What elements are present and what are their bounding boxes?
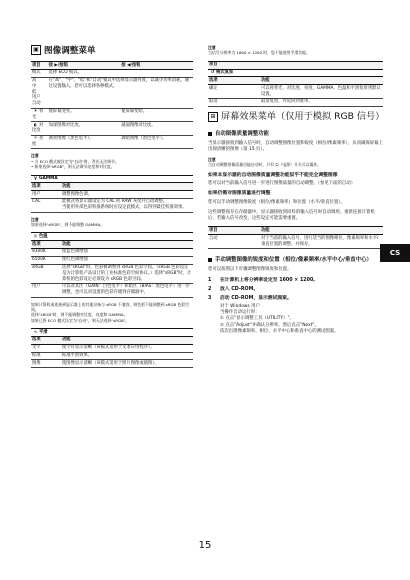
smooth-icon: ∿ [33, 329, 38, 335]
table-row: 高 中 低 用户 自动 在"高"、"中"、"低"和"自动"模式中选择显示器亮度，以减少功率消耗。通过设置输入，您可以选择各种模式。 [31, 77, 193, 108]
gamma-table: γ GAMMA 选项 功能 用户 调整图像色调。 CAL 此模式将显示器设定为 CAL 的 RAW 灰度并自动调整。 当使用外部色彩校准系统时应设定此模式，以得到最佳校准效果。 [31, 175, 193, 213]
col-header-item: 项目 [31, 62, 48, 70]
manual-heading: 手动调整图像的锐度和位置（相位/像素频率/水平中心/垂直中心） [208, 257, 383, 264]
language-tab: CS [380, 244, 410, 262]
right-column: 注意 当信号分辨率为 1600 × 1200 时，您不能使用平滑功能。 项目 ↺ 模式复原 选项 功能 确定 可以将背光、对比度、亮度、GAMMA、色温和平滑复原到默认设置。 取消 取消复原，并返回到菜单。 ⊞ 屏幕效果菜单（仅用于模拟 RGB 信号） 自动图像质量调整功能 当显示器接收到输入信号时，自动调整图像位置和锐度（相位/像素频率），从而确保屏幕上出现清晰的图像（第 15 页）。 注意 当自动调整图像质量功能启动时，只有 ⏻（电源）开关可以操作。 如果本显示器的自动图像质量调整功能似乎不能完全调整图像 您可以对当前输入信号进一步进行图像质量的自动调整。（参见下面的自动） 如果仍需对图像质量进行调整 您可以手动调整图像锐度（相位/像素频率）和位置（水平/垂直位置）。 这些调整保存在存储器中，显示器接收到同样的输入信号时自动调用。重新连接计算机后，若输入信号改变，这些设定可能需要重置。 项目 功能 自动 对于当前的输入信号，进行适当的图像相位、像素频率和水平/垂直位置的调整，并保存。 手动调整图像的锐度和位置（相位/像素频率/水平中心/垂直中心） 您可以按照以下步骤调整图像锐度和位置。 1 在计算机上将分辨率设定至 1600 × 1200。 2 放入 CD-ROM。 3 启动 CD-ROM，显示测试图案。 对于 Windows 用户 当操作自动运行时： ① 点击"显示调整工具（UTILITY）"。 ② 点击"Adjust"并确认分辨率，然后点击"Next"。 依次出现像素频率、相位、水平中心和垂直中心的测试图案。 [208, 45, 385, 334]
auto-bold-para2: 如果仍需对图像质量进行调整 [208, 191, 271, 197]
bullet-square-icon [208, 258, 212, 262]
note-a: 注意 • 当 ECO 模式被设定为"自动"时，背光无法调节。 • 如果选择"sRGB"，则无法调节亮度和对比度。 [31, 153, 119, 170]
table-row: 用户 可以对其区（GAIN：白色电平）和暗区（BIAS：黑色电平）进一步调整，也可以对设置的色彩存储到存储器中。 [31, 283, 193, 297]
step-2: 2 放入 CD-ROM。 [208, 287, 259, 293]
table-row: ◐ 对比度 加深图像对比度。 减弱图像对比度。 [31, 122, 193, 136]
menu-icon: ▣ [31, 45, 41, 55]
reset-icon: ↺ [210, 70, 215, 76]
backlight-icon: ☀ [33, 109, 38, 115]
note-b: 注意 如果选择"sRGB"，则不能调整 GAMMA。 [31, 216, 105, 227]
table-row: 用户 调整图像色调。 [31, 191, 193, 199]
note-top: 注意 当信号分辨率为 1600 × 1200 时，您不能使用平滑功能。 [208, 45, 310, 56]
auto-bold-para: 如果本显示器的自动图像质量调整功能似乎不能完全调整图像 [208, 172, 338, 178]
page-number: 15 [198, 540, 212, 551]
image-adjust-table [31, 61, 193, 149]
table-row: ☼ 亮度 调亮图像（黑色电平）。 调暗图像（黑色电平）。 [31, 135, 193, 149]
smoothing-table: ∿ 平滑 选项 功能 文字 使字符显示清晰（该模式适用于文本应用程序）。 标准 标准平滑效果。 图像 使图像显示清晰（该模式适用于照片图像或插图）。 [31, 328, 193, 368]
table-row: 确定 可以将背光、对比度、亮度、GAMMA、色温和平滑复原到默认设置。 [208, 85, 383, 99]
auto-paragraph: 当显示器接收到输入信号时，自动调整图像位置和锐度（相位/像素频率），从而确保屏幕上出现清晰的图像（第 15 页）。 [208, 140, 383, 152]
table-row: 文字 使字符显示清晰（该模式适用于文本应用程序）。 [31, 344, 193, 352]
color-temp-table: ◎ 色温 选项 功能 9300K 使蓝色调增强 6500K 使红色调增强 sRGB 选择"sRGB"时，色彩被调整到 sRGB 色彩空间。（sRGB 色彩设定是为计算机产品设计的工业标准色彩空间协议。）选择"sRGB"时，计算机的色彩设定必须设为 sRGB 色彩空间。 用户 可以对其区（GAIN：白色电平）和暗区（BIAS：黑色电平）进一步调整，也可以对设置的色彩存储到存储器中。 [32, 233, 192, 296]
image-menu-title: ▣ 图像调整菜单 [31, 44, 193, 56]
step-3: 3 启动 CD-ROM，显示测试图案。 [208, 296, 292, 302]
table-row: 自动 对于当前的输入信号，进行适当的图像相位、像素频率和水平/垂直位置的调整，并保存。 [208, 235, 383, 249]
auto-note: 注意 当自动调整图像质量功能启动时，只有 ⏻（电源）开关可以操作。 [208, 157, 322, 168]
table-row: 9300K 使蓝色调增强 [31, 248, 193, 256]
bullet-square-icon [208, 132, 212, 136]
table-row: ☀ 背光 使屏幕变亮。 使屏幕变暗。 [31, 108, 193, 122]
table-row: 6500K 使红色调增强 [31, 256, 193, 264]
left-column [31, 44, 193, 372]
auto-table: 项目 功能 自动 对于当前的输入信号，进行适当的图像相位、像素频率和水平/垂直位置的调整，并保存。 [208, 226, 383, 248]
table-row: 标准 标准平滑效果。 [31, 352, 193, 360]
screen-menu-title: ⊞ 屏幕效果菜单（仅用于模拟 RGB 信号） [208, 111, 383, 123]
step-1: 1 在计算机上将分辨率设定至 1600 × 1200。 [208, 278, 319, 284]
reset-table: 项目 ↺ 模式复原 选项 功能 确定 可以将背光、对比度、亮度、GAMMA、色温和平滑复原到默认设置。 取消 取消复原，并返回到菜单。 [208, 61, 383, 107]
contrast-icon: ◐ [33, 122, 38, 128]
windows-instructions: 对于 Windows 用户 当操作自动运行时： ① 点击"显示调整工具（UTILITY）"。 ② 点击"Adjust"并确认分辨率，然后点击"Next"。 依次出现像素频率、相位、水平中心和垂直中心的测试图案。 [220, 304, 339, 334]
gamma-icon: γ [34, 176, 37, 182]
brightness-icon: ☼ [33, 136, 38, 142]
auto-heading: 自动图像质量调整功能 [208, 131, 383, 138]
table-row: CAL 此模式将显示器设定为 CAL 的 RAW 灰度并自动调整。 当使用外部色彩校准系统时应设定此模式，以得到最佳校准效果。 [31, 198, 193, 212]
col-header-left: 按 ◀/按钮 [120, 62, 193, 70]
table-row: 图像 使图像显示清晰（该模式适用于照片图像或插图）。 [31, 360, 193, 368]
screen-icon: ⊞ [208, 112, 218, 122]
table-row: 模式 选择 ECO 模式。 [31, 69, 193, 77]
table-row: sRGB 选择"sRGB"时，色彩被调整到 sRGB 色彩空间。（sRGB 色彩设定是为计算机产品设计的工业标准色彩空间协议。）选择"sRGB"时，计算机的色彩设定必须设为 sRGB 色彩空间。 [32, 265, 192, 282]
note-c: 如果计算机或连接到显示器上的其他设备与 sRGB 不兼容，则色彩不能调整到 sRGB 色彩空间。 选择"sRGB"时，则不能调整对比度、亮度和 GAMMA。 如果已将 ECO 模式设定为"自动"，则无法选择"sRGB"。 [31, 301, 190, 323]
col-header-right: 按 ▶/按钮 [48, 62, 121, 70]
color-icon: ◎ [33, 233, 38, 239]
table-row: 取消 取消复原，并返回到菜单。 [208, 98, 383, 106]
